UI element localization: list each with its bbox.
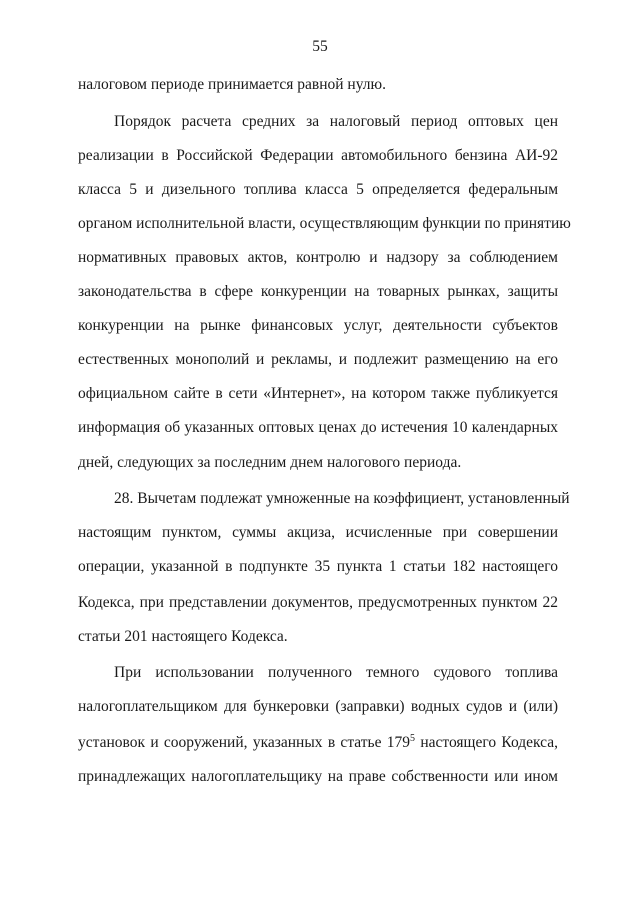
text-line: естественных монополий и рекламы, и подлежит размещению на его: [78, 351, 558, 368]
text-line: класса 5 и дизельного топлива класса 5 определяется федеральным: [78, 181, 558, 198]
text-line: информация об указанных оптовых ценах до истечения 10 календарных: [78, 419, 558, 436]
text-line: официальном сайте в сети «Интернет», на котором также публикуется: [78, 385, 558, 402]
text-line: конкуренции на рынке финансовых услуг, деятельности субъектов: [78, 317, 558, 334]
text-line-with-superscript: [78, 733, 558, 753]
paragraph-last-line: дней, следующих за последним днем налогового периода.: [78, 454, 462, 471]
text-segment: установок и сооружений, указанных в статье 179: [78, 734, 411, 751]
text-line: настоящим пунктом, суммы акциза, исчисленные при совершении: [78, 524, 558, 541]
text-line: налогоплательщиком для бункеровки (заправки) водных судов и (или): [78, 698, 558, 715]
paragraph-first-line: Порядок расчета средних за налоговый период оптовых цен: [114, 113, 558, 130]
text-line: налоговом периоде принимается равной нулю.: [78, 76, 386, 93]
paragraph-first-line: При использовании полученного темного судового топлива: [114, 664, 558, 681]
paragraph-last-line: статьи 201 настоящего Кодекса.: [78, 628, 288, 645]
text-line: законодательства в сфере конкуренции на товарных рынках, защиты: [78, 283, 558, 300]
text-line: принадлежащих налогоплательщику на праве собственности или ином: [78, 768, 558, 785]
text-line: нормативных правовых актов, контролю и надзору за соблюдением: [78, 249, 558, 266]
superscript: 5: [410, 733, 416, 744]
page-number: 55: [312, 38, 328, 55]
text-line: операции, указанной в подпункте 35 пункта 1 статьи 182 настоящего: [78, 558, 558, 575]
text-segment: настоящего Кодекса,: [415, 734, 558, 751]
text-line: органом исполнительной власти, осуществляющим функции по принятию: [78, 215, 571, 232]
paragraph-first-line: 28. Вычетам подлежат умноженные на коэффициент, установленный: [114, 490, 570, 507]
text-line: реализации в Российской Федерации автомобильного бензина АИ-92: [78, 147, 558, 164]
text-line: Кодекса, при представлении документов, предусмотренных пунктом 22: [78, 594, 558, 611]
